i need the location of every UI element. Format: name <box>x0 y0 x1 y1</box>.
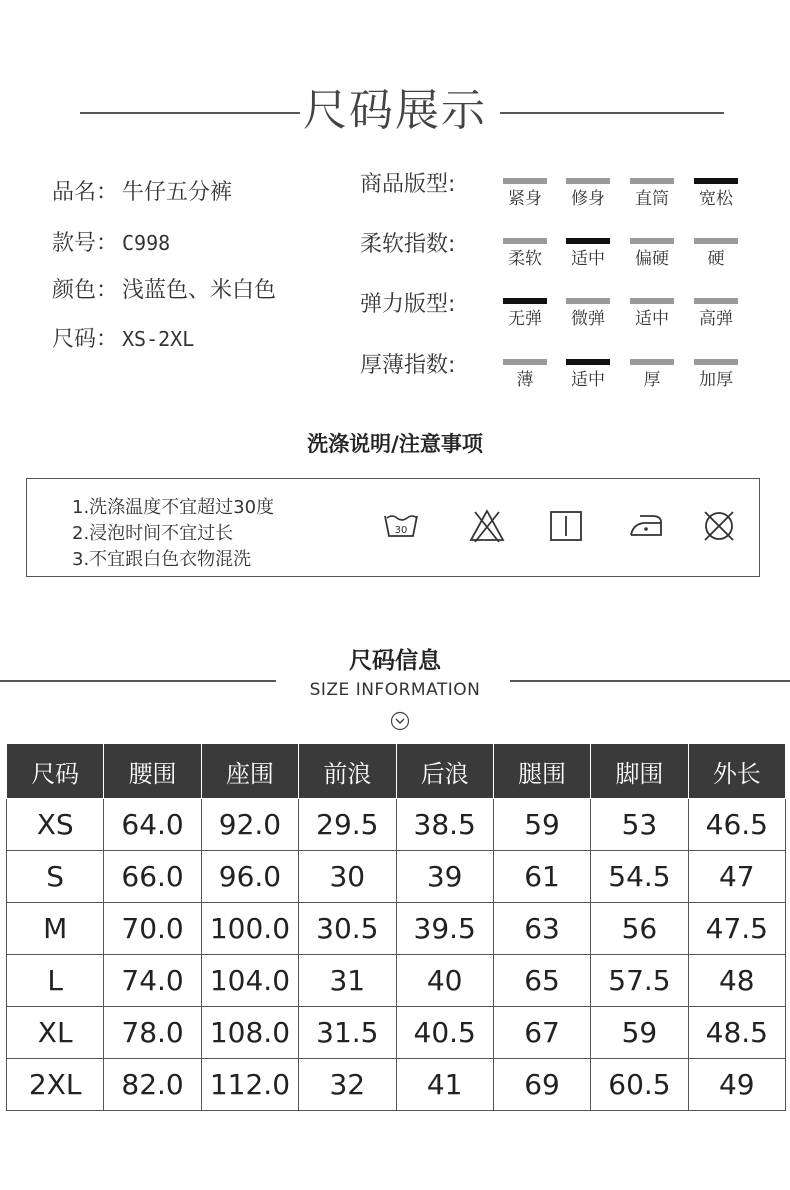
measure-cell: 40.5 <box>396 1007 493 1059</box>
measure-cell: 46.5 <box>688 799 785 851</box>
option-label: 紧身 <box>508 189 542 209</box>
measure-cell: 67 <box>493 1007 590 1059</box>
measure-cell: 74.0 <box>104 955 201 1007</box>
product-color <box>52 276 276 306</box>
product-size-value: XS-2XL <box>122 327 195 351</box>
attribute-option-selected <box>693 178 739 210</box>
measure-cell: 96.0 <box>201 851 298 903</box>
option-label: 适中 <box>571 370 605 390</box>
attribute-option <box>565 298 611 330</box>
size-cell: 2XL <box>7 1059 104 1111</box>
measure-cell: 112.0 <box>201 1059 298 1111</box>
measure-cell: 92.0 <box>201 799 298 851</box>
attribute-label: 柔软指数: <box>360 232 456 257</box>
measure-cell: 49 <box>688 1059 785 1111</box>
option-label: 加厚 <box>699 370 733 390</box>
measure-cell: 108.0 <box>201 1007 298 1059</box>
measure-cell: 66.0 <box>104 851 201 903</box>
care-line-3: 3.不宜跟白色衣物混洗 <box>72 549 252 570</box>
attribute-option <box>693 298 739 330</box>
option-label: 厚 <box>643 370 661 390</box>
measure-cell: 39.5 <box>396 903 493 955</box>
attribute-option-selected <box>502 298 548 330</box>
table-row <box>7 851 786 903</box>
measure-cell: 48 <box>688 955 785 1007</box>
table-row <box>7 903 786 955</box>
attribute-option <box>502 359 548 391</box>
measure-cell: 47 <box>688 851 785 903</box>
attribute-option <box>693 359 739 391</box>
scale-bar <box>503 298 547 304</box>
table-row <box>7 1007 786 1059</box>
scale-bar <box>566 298 610 304</box>
measure-cell: 61 <box>493 851 590 903</box>
attribute-option-selected <box>565 359 611 391</box>
scale-bar <box>630 298 674 304</box>
no-bleach-icon <box>469 508 505 544</box>
column-header: 尺码 <box>7 744 104 799</box>
option-label: 柔软 <box>508 249 542 269</box>
measure-cell: 59 <box>591 1007 688 1059</box>
measure-cell: 70.0 <box>104 903 201 955</box>
measure-cell: 30.5 <box>299 903 396 955</box>
attribute-option <box>565 178 611 210</box>
product-code-value: C998 <box>122 231 171 255</box>
size-table-body <box>7 799 786 1111</box>
attribute-option <box>629 238 675 270</box>
product-size-label: 尺码： <box>52 327 119 352</box>
measure-cell: 31 <box>299 955 396 1007</box>
scale-bar <box>630 178 674 184</box>
measure-cell: 54.5 <box>591 851 688 903</box>
measure-cell: 40 <box>396 955 493 1007</box>
scale-bar <box>503 359 547 365</box>
measure-cell: 30 <box>299 851 396 903</box>
scale-bar <box>503 178 547 184</box>
care-title: 洗涤说明/注意事项 <box>307 432 483 456</box>
care-line-1: 1.洗涤温度不宜超过30度 <box>72 497 275 518</box>
measure-cell: 63 <box>493 903 590 955</box>
product-color-value: 浅蓝色、米白色 <box>122 278 277 303</box>
measure-cell: 56 <box>591 903 688 955</box>
column-header: 前浪 <box>299 744 396 799</box>
option-label: 硬 <box>707 249 725 269</box>
product-name-value: 牛仔五分裤 <box>122 180 233 205</box>
size-cell: L <box>7 955 104 1007</box>
measure-cell: 32 <box>299 1059 396 1111</box>
measure-cell: 100.0 <box>201 903 298 955</box>
scale-bar <box>630 238 674 244</box>
size-cell: M <box>7 903 104 955</box>
measure-cell: 39 <box>396 851 493 903</box>
attribute-option <box>502 178 548 210</box>
column-header: 腰围 <box>104 744 201 799</box>
scale-bar <box>694 238 738 244</box>
product-name <box>52 178 232 208</box>
option-label: 偏硬 <box>635 249 669 269</box>
size-table-header <box>7 744 786 799</box>
scale-bar <box>566 238 610 244</box>
chevron-down-icon <box>390 711 410 731</box>
column-header: 腿围 <box>493 744 590 799</box>
no-dry-clean-icon <box>701 508 737 544</box>
table-row <box>7 955 786 1007</box>
measure-cell: 60.5 <box>591 1059 688 1111</box>
attribute-label: 厚薄指数: <box>360 353 456 378</box>
column-header: 外长 <box>688 744 785 799</box>
measure-cell: 29.5 <box>299 799 396 851</box>
option-label: 高弹 <box>699 309 733 329</box>
option-label: 宽松 <box>699 189 733 209</box>
option-label: 修身 <box>571 189 605 209</box>
drip-dry-icon <box>548 508 584 544</box>
measure-cell: 64.0 <box>104 799 201 851</box>
attribute-option-selected <box>565 238 611 270</box>
scale-bar <box>694 298 738 304</box>
attribute-option <box>629 298 675 330</box>
option-label: 直筒 <box>635 189 669 209</box>
scale-bar <box>503 238 547 244</box>
measure-cell: 104.0 <box>201 955 298 1007</box>
product-size <box>52 324 194 354</box>
measure-cell: 78.0 <box>104 1007 201 1059</box>
product-color-label: 颜色： <box>52 278 119 303</box>
page-title: 尺码展示 <box>303 85 487 136</box>
scale-bar <box>694 178 738 184</box>
measure-cell: 82.0 <box>104 1059 201 1111</box>
option-label: 适中 <box>635 309 669 329</box>
measure-cell: 47.5 <box>688 903 785 955</box>
measure-cell: 48.5 <box>688 1007 785 1059</box>
table-row <box>7 1059 786 1111</box>
size-cell: XL <box>7 1007 104 1059</box>
measure-cell: 69 <box>493 1059 590 1111</box>
measure-cell: 65 <box>493 955 590 1007</box>
scale-bar <box>694 359 738 365</box>
attribute-option <box>502 238 548 270</box>
option-label: 适中 <box>571 249 605 269</box>
measure-cell: 59 <box>493 799 590 851</box>
measure-cell: 31.5 <box>299 1007 396 1059</box>
column-header: 脚围 <box>591 744 688 799</box>
size-info-title: 尺码信息 <box>349 648 441 674</box>
product-name-label: 品名： <box>52 180 119 205</box>
column-header: 座围 <box>201 744 298 799</box>
scale-bar <box>566 359 610 365</box>
size-cell: S <box>7 851 104 903</box>
size-info-subtitle: SIZE INFORMATION <box>309 680 481 700</box>
table-row <box>7 799 786 851</box>
wash-temp-label: 30 <box>394 525 408 536</box>
attribute-label: 商品版型: <box>360 172 456 197</box>
product-code <box>52 228 170 258</box>
product-code-label: 款号： <box>52 231 119 256</box>
attribute-option <box>629 178 675 210</box>
measure-cell: 53 <box>591 799 688 851</box>
option-label: 微弹 <box>571 309 605 329</box>
wash-30-icon <box>383 508 419 544</box>
option-label: 薄 <box>516 370 534 390</box>
attribute-option <box>629 359 675 391</box>
scale-bar <box>630 359 674 365</box>
scale-bar <box>566 178 610 184</box>
size-cell: XS <box>7 799 104 851</box>
measure-cell: 41 <box>396 1059 493 1111</box>
measure-cell: 57.5 <box>591 955 688 1007</box>
attribute-option <box>693 238 739 270</box>
option-label: 无弹 <box>508 309 542 329</box>
column-header: 后浪 <box>396 744 493 799</box>
iron-icon <box>628 508 664 544</box>
measure-cell: 38.5 <box>396 799 493 851</box>
attribute-label: 弹力版型: <box>360 292 456 317</box>
care-line-2: 2.浸泡时间不宜过长 <box>72 523 234 544</box>
size-table <box>6 743 786 1111</box>
